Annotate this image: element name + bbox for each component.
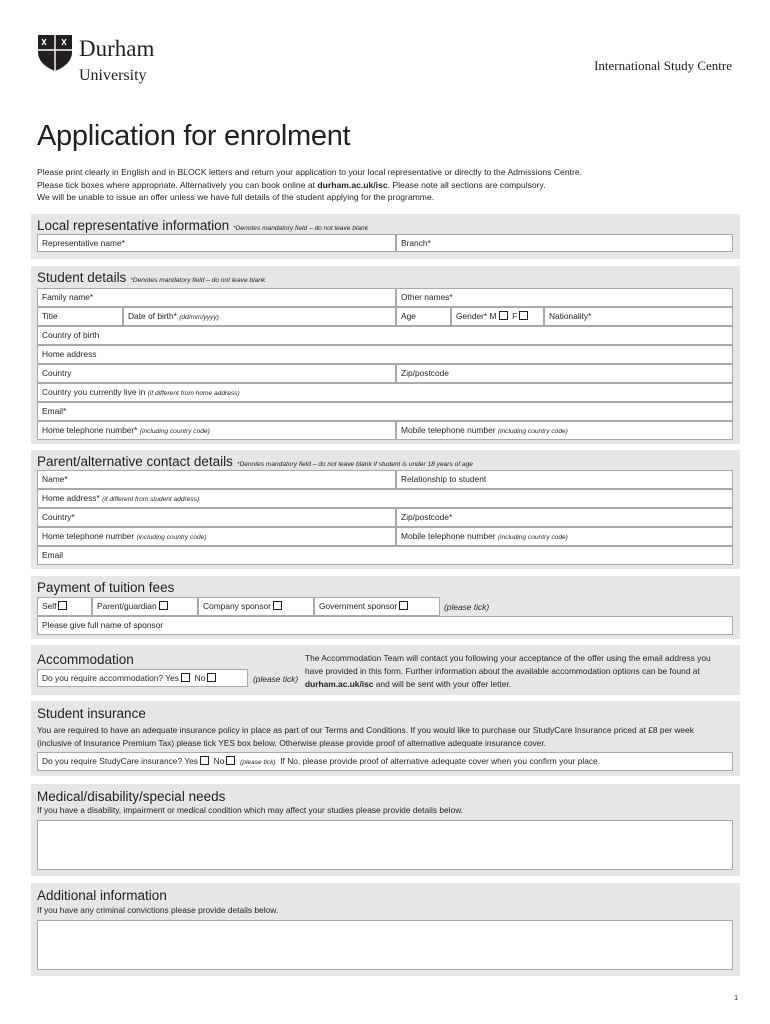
mobile-tel-hint: (including country code) [497,428,568,435]
home-address-label: Home address [42,349,97,359]
accommodation-yes-label: Yes [165,673,179,683]
gender-m-checkbox[interactable] [499,311,508,320]
family-name-field[interactable] [37,288,396,307]
self-label: Self [42,601,57,611]
logo-name: Durham [79,36,155,61]
insurance-no-label: No [213,756,225,766]
zip-label: Zip/postcode [401,368,449,378]
additional-section [31,883,740,976]
local-rep-note: *Denotes mandatory field – do not leave blank [233,225,369,232]
medical-details-field[interactable] [37,820,733,870]
parent-name-label: Name* [42,474,68,484]
email-label: Email* [42,406,67,416]
parent-mobile-tel-field[interactable] [396,527,733,546]
self-checkbox[interactable] [58,601,67,610]
parent-home-tel-label: Home telephone number [42,531,135,541]
home-address-field[interactable] [37,345,733,364]
accommodation-no-checkbox[interactable] [207,673,216,682]
durham-logo [37,34,177,89]
gender-f-checkbox[interactable] [519,311,528,320]
mobile-tel-field[interactable] [396,421,733,440]
parent-address-hint: (if different from student address) [102,496,200,503]
country-live-label: Country you currently live in [42,387,146,397]
accommodation-yes-checkbox[interactable] [181,673,190,682]
home-tel-hint: (including country code) [139,428,210,435]
insurance-if-no: If No, please provide proof of alternative adequate cover when you confirm your place. [280,756,601,766]
accommodation-info [305,652,725,691]
shield-icon [37,34,73,72]
family-name-label: Family name* [42,292,94,302]
accommodation-question-field [37,669,248,687]
country-birth-field[interactable] [37,326,733,345]
parent-mobile-tel-hint: (including country code) [497,534,568,541]
parent-section [31,450,740,569]
intro-text [37,166,737,204]
parent-note: *Denotes mandatory field – do not leave blank if student is under 18 years of age [236,461,473,468]
medical-section [31,784,740,876]
country-live-field[interactable] [37,383,733,402]
nationality-label: Nationality* [549,311,592,321]
payment-please-tick: (please tick) [444,602,490,612]
parent-guardian-label: Parent/guardian [97,601,157,611]
gender-field [451,307,544,326]
company-sponsor-option[interactable] [198,597,314,616]
intro-link[interactable]: durham.ac.uk/isc [317,179,388,190]
accommodation-question: Do you require accommodation? [42,673,164,683]
rep-name-label: Representative name* [42,238,125,248]
parent-email-label: Email [42,550,63,560]
country-label: Country [42,368,72,378]
student-note: *Denotes mandatory field – do not leave blank [130,277,266,284]
insurance-yes-label: Yes [184,756,198,766]
additional-details-field[interactable] [37,920,733,970]
intro-line-2-end: . Please note all sections are compulsory. [387,179,546,190]
age-label: Age [401,311,416,321]
title-label: Title [42,311,58,321]
parent-zip-label: Zip/postcode* [401,512,453,522]
email-field[interactable] [37,402,733,421]
accommodation-info-end: and will be sent with your offer letter. [373,679,512,689]
parent-heading: Parent/alternative contact details [37,454,233,469]
dob-label: Date of birth* [128,311,177,321]
gender-label: Gender* [456,311,488,321]
accommodation-please-tick: (please tick) [253,674,299,684]
gender-f-label: F [512,311,518,321]
accommodation-section [31,645,740,695]
local-rep-title [37,218,368,233]
age-field[interactable] [396,307,451,326]
payment-section [31,576,740,639]
relationship-field[interactable] [396,470,733,489]
parent-mobile-tel-label: Mobile telephone number [401,531,496,541]
intro-line-2-start: Please tick boxes where appropriate. Alternatively you can book online at [37,179,318,190]
government-sponsor-option[interactable] [314,597,440,616]
payment-title: Payment of tuition fees [37,580,175,595]
zip-field[interactable] [396,364,733,383]
intro-line-2 [37,179,737,192]
sponsor-name-field[interactable] [37,616,733,635]
medical-text: If you have a disability, impairment or medical condition which may affect your studies please provide details below. [37,805,464,815]
insurance-question-field [37,752,733,771]
self-option[interactable] [37,597,92,616]
student-section [31,266,740,444]
logo-university: University [79,67,147,84]
parent-country-label: Country* [42,512,75,522]
medical-title: Medical/disability/special needs [37,789,226,804]
parent-name-field[interactable] [37,470,396,489]
accommodation-no-label: No [194,673,206,683]
additional-title: Additional information [37,888,167,903]
dob-hint: (dd/mm/yyyy) [179,314,219,321]
insurance-section [31,701,740,776]
title-field[interactable] [37,307,123,326]
accommodation-info-start: The Accommodation Team will contact you following your acceptance of the offer using the email address you have provided in this form. Further information about the available accommodation options can be found at [305,653,711,676]
government-sponsor-label: Government sponsor [319,601,398,611]
insurance-text: You are required to have an adequate insurance policy in place as part of our Terms and Conditions. If you would like to purchase our StudyCare Insurance priced at £8 per week (inclusive of Insurance Premium Tax) please tick YES box below. Otherwise please provide proof of alternative adequate insurance cover. [37,725,694,748]
country-field[interactable] [37,364,396,383]
relationship-label: Relationship to student [401,474,487,484]
parent-title [37,454,473,469]
local-rep-section [31,214,740,259]
local-rep-heading: Local representative information [37,218,230,233]
parent-email-field[interactable] [37,546,733,565]
mobile-tel-label: Mobile telephone number [401,425,496,435]
student-heading: Student details [37,270,127,285]
parent-home-tel-field[interactable] [37,527,396,546]
company-sponsor-label: Company sponsor [203,601,271,611]
home-tel-field[interactable] [37,421,396,440]
parent-home-tel-hint: (including country code) [136,534,207,541]
insurance-title: Student insurance [37,706,146,721]
page-number: 1 [734,995,738,1002]
insurance-yes-checkbox[interactable] [200,756,209,765]
dob-field[interactable] [123,307,396,326]
intro-line-1: Please print clearly in English and in BLOCK letters and return your application to your local representative or directly to the Admissions Centre. [37,167,583,177]
intro-line-3: We will be unable to issue an offer unless we have full details of the student applying for the programme. [37,192,435,202]
sponsor-label: Please give full name of sponsor [42,620,164,630]
other-names-field[interactable] [396,288,733,307]
insurance-question: Do you require StudyCare insurance? [42,756,183,766]
parent-guardian-checkbox[interactable] [159,601,168,610]
page-title: Application for enrolment [37,120,351,152]
student-title [37,270,265,285]
centre-name: International Study Centre [594,58,732,73]
company-sponsor-checkbox[interactable] [273,601,282,610]
government-sponsor-checkbox[interactable] [399,601,408,610]
branch-label: Branch* [401,238,431,248]
parent-zip-field[interactable] [396,508,733,527]
parent-address-label: Home address* [42,493,100,503]
rep-name-field[interactable] [37,234,396,252]
other-names-label: Other names* [401,292,453,302]
insurance-no-checkbox[interactable] [226,756,235,765]
nationality-field[interactable] [544,307,733,326]
parent-country-field[interactable] [37,508,396,527]
parent-guardian-option[interactable] [92,597,198,616]
home-tel-label: Home telephone number* [42,425,138,435]
accommodation-title: Accommodation [37,652,134,667]
accommodation-link[interactable]: durham.ac.uk/isc [305,679,374,689]
additional-text: If you have any criminal convictions please provide details below. [37,905,279,915]
insurance-please-tick: (please tick) [240,759,276,766]
country-live-hint: (if different from home address) [147,390,240,397]
gender-m-label: M [489,311,497,321]
branch-field[interactable] [396,234,733,252]
parent-address-field[interactable] [37,489,733,508]
country-birth-label: Country of birth [42,330,100,340]
